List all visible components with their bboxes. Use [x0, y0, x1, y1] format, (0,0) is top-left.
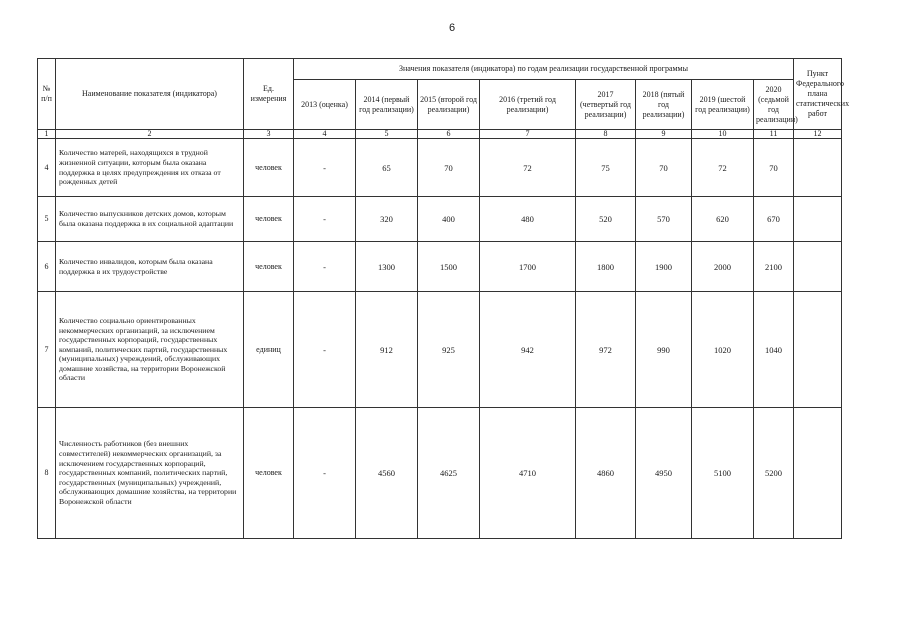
column-number: 3 — [244, 130, 294, 139]
value-cell: 70 — [418, 139, 480, 197]
value-cell: 972 — [576, 292, 636, 408]
column-number: 4 — [294, 130, 356, 139]
value-cell: 4950 — [636, 408, 692, 539]
value-cell: 400 — [418, 197, 480, 242]
indicator-unit: человек — [244, 139, 294, 197]
value-cell: 70 — [636, 139, 692, 197]
value-cell: 990 — [636, 292, 692, 408]
value-cell: 70 — [754, 139, 794, 197]
header-year: 2013 (оценка) — [294, 80, 356, 130]
header-year: 2017 (четвертый год реализации) — [576, 80, 636, 130]
value-cell: 65 — [356, 139, 418, 197]
value-cell: - — [294, 197, 356, 242]
page-number: 6 — [448, 22, 456, 34]
indicator-unit: человек — [244, 242, 294, 292]
header-year: 2018 (пятый год реализации) — [636, 80, 692, 130]
value-cell: - — [294, 292, 356, 408]
value-cell: 670 — [754, 197, 794, 242]
value-cell: 942 — [480, 292, 576, 408]
row-number: 7 — [38, 292, 56, 408]
value-cell: 320 — [356, 197, 418, 242]
value-cell: 1800 — [576, 242, 636, 292]
header-federal: Пункт Федерального плана статистических работ — [794, 59, 842, 130]
federal-plan-cell — [794, 408, 842, 539]
value-cell: 520 — [576, 197, 636, 242]
indicator-name: Количество социально ориентированных некоммерческих организаций, за исключением государственных корпораций, государственных компаний, политических партий, государственных (муниципальных) учреждений, обслуживающих домашние хозяйства, на территории Воронежской области — [56, 292, 244, 408]
value-cell: 480 — [480, 197, 576, 242]
value-cell: 72 — [480, 139, 576, 197]
value-cell: 2100 — [754, 242, 794, 292]
value-cell: 1300 — [356, 242, 418, 292]
column-number: 7 — [480, 130, 576, 139]
table-row — [38, 242, 842, 292]
header-values-group: Значения показателя (индикатора) по годам реализации государственной программы — [294, 59, 794, 80]
value-cell: 5200 — [754, 408, 794, 539]
value-cell: 620 — [692, 197, 754, 242]
federal-plan-cell — [794, 197, 842, 242]
header-unit: Ед. измерения — [244, 59, 294, 130]
indicator-unit: человек — [244, 408, 294, 539]
indicator-table — [37, 58, 850, 539]
column-number: 12 — [794, 130, 842, 139]
header-year: 2014 (первый год реализации) — [356, 80, 418, 130]
indicator-name: Количество выпускников детских домов, которым была оказана поддержка в их социальной адаптации — [56, 197, 244, 242]
column-number: 8 — [576, 130, 636, 139]
value-cell: 4625 — [418, 408, 480, 539]
value-cell: 1500 — [418, 242, 480, 292]
value-cell: 570 — [636, 197, 692, 242]
indicator-unit: человек — [244, 197, 294, 242]
value-cell: 72 — [692, 139, 754, 197]
column-number: 10 — [692, 130, 754, 139]
value-cell: 1020 — [692, 292, 754, 408]
column-number: 9 — [636, 130, 692, 139]
column-number: 5 — [356, 130, 418, 139]
column-number: 11 — [754, 130, 794, 139]
value-cell: 4860 — [576, 408, 636, 539]
row-number: 5 — [38, 197, 56, 242]
table-row — [38, 292, 842, 408]
value-cell: 75 — [576, 139, 636, 197]
row-number: 8 — [38, 408, 56, 539]
value-cell: 2000 — [692, 242, 754, 292]
header-year: 2015 (второй год реализации) — [418, 80, 480, 130]
value-cell: 1040 — [754, 292, 794, 408]
column-number: 6 — [418, 130, 480, 139]
value-cell: 1900 — [636, 242, 692, 292]
column-number-row — [38, 130, 842, 139]
value-cell: 925 — [418, 292, 480, 408]
indicator-name: Численность работников (без внешних совместителей) некоммерческих организаций, за исключением государственных корпораций, государственных компаний, политических партий, государственных (муниципальных) учреждений, обслуживающих домашние хозяйства, на территории Воронежской области — [56, 408, 244, 539]
value-cell: - — [294, 242, 356, 292]
header-year: 2019 (шестой год реализации) — [692, 80, 754, 130]
table-row — [38, 139, 842, 197]
row-number: 6 — [38, 242, 56, 292]
header-name: Наименование показателя (индикатора) — [56, 59, 244, 130]
table-row — [38, 197, 842, 242]
value-cell: 912 — [356, 292, 418, 408]
header-num: № п/п — [38, 59, 56, 130]
header-year: 2020 (седьмой год реализации) — [754, 80, 794, 130]
value-cell: - — [294, 139, 356, 197]
indicator-name: Количество инвалидов, которым была оказана поддержка в их трудоустройстве — [56, 242, 244, 292]
column-number: 1 — [38, 130, 56, 139]
value-cell: 1700 — [480, 242, 576, 292]
column-number: 2 — [56, 130, 244, 139]
federal-plan-cell — [794, 242, 842, 292]
header-row-top — [38, 59, 842, 80]
value-cell: 4710 — [480, 408, 576, 539]
value-cell: 5100 — [692, 408, 754, 539]
table-row — [38, 408, 842, 539]
value-cell: - — [294, 408, 356, 539]
federal-plan-cell — [794, 292, 842, 408]
value-cell: 4560 — [356, 408, 418, 539]
header-year: 2016 (третий год реализации) — [480, 80, 576, 130]
row-number: 4 — [38, 139, 56, 197]
federal-plan-cell — [794, 139, 842, 197]
indicator-name: Количество матерей, находящихся в трудной жизненной ситуации, которым была оказана поддержка в целях предупреждения их отказа от рожденных детей — [56, 139, 244, 197]
indicator-unit: единиц — [244, 292, 294, 408]
